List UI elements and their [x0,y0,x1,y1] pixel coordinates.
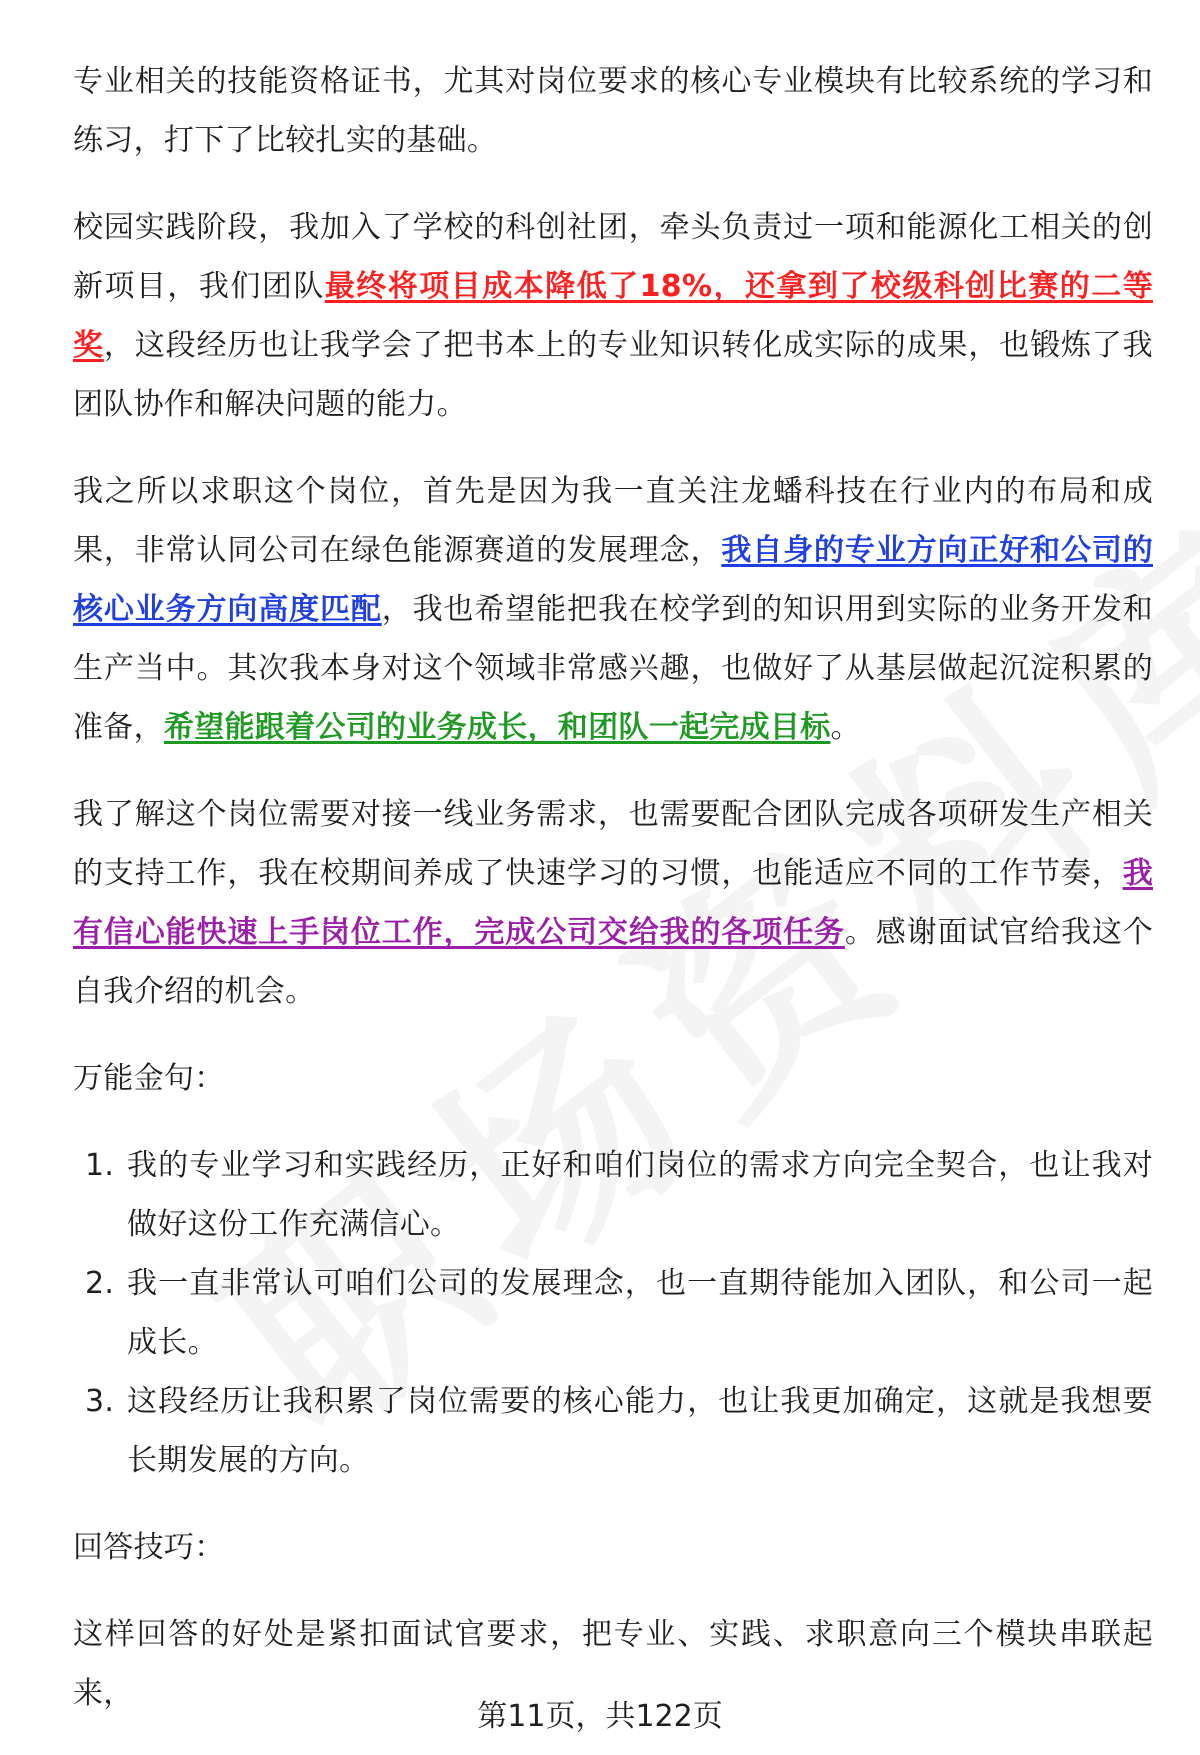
list-item-text: 这段经历让我积累了岗位需要的核心能力，也让我更加确定，这就是我想要长期发展的方向。 [127,1384,1153,1478]
paragraph-2 [73,198,1153,434]
highlight-green: 希望能跟着公司的业务成长，和团队一起完成目标 [163,710,831,745]
paragraph-1 [73,52,1153,170]
golden-list [73,1136,1153,1490]
list-number: 1. [85,1148,115,1183]
highlight-red: 最终将项目成本降低了18%，还拿到了校级科创比赛的二等奖 [73,269,1153,363]
paragraph-3-text-c: 。 [830,710,861,745]
highlight-blue: 我自身的专业方向正好和公司的核心业务方向高度匹配 [73,533,1153,627]
document-body [73,52,1153,1723]
paragraph-2-text-b: ，这段经历也让我学会了把书本上的专业知识转化成实际的成果，也锻炼了我团队协作和解决问题的能力。 [73,328,1153,422]
paragraph-4-text-a: 我了解这个岗位需要对接一线业务需求，也需要配合团队完成各项研发生产相关的支持工作，我在校期间养成了快速学习的习惯，也能适应不同的工作节奏， [73,797,1153,891]
paragraph-4-text-b: 。感谢面试官给我这个自我介绍的机会。 [73,915,1154,1009]
list-number: 2. [85,1266,115,1301]
paragraph-4 [73,785,1153,1021]
list-item [73,1372,1153,1490]
paragraph-2-text-a: 校园实践阶段，我加入了学校的科创社团，牵头负责过一项和能源化工相关的创新项目，我们团队 [73,210,1153,304]
list-item-text: 我的专业学习和实践经历，正好和咱们岗位的需求方向完全契合，也让我对做好这份工作充满信心。 [127,1148,1153,1242]
paragraph-3-text-a: 我之所以求职这个岗位，首先是因为我一直关注龙蟠科技在行业内的布局和成果，非常认同公司在绿色能源赛道的发展理念， [73,474,1153,568]
golden-heading: 万能金句： [73,1061,225,1096]
tips-heading: 回答技巧： [73,1530,225,1565]
highlight-purple: 我有信心能快速上手岗位工作，完成公司交给我的各项任务 [73,856,1153,950]
list-item-text: 我一直非常认可咱们公司的发展理念，也一直期待能加入团队，和公司一起成长。 [127,1266,1153,1360]
list-number: 3. [85,1384,115,1419]
paragraph-3-text-b: ，我也希望能把我在校学到的知识用到实际的业务开发和生产当中。其次我本身对这个领域非常感兴趣，也做好了从基层做起沉淀积累的准备， [73,592,1154,745]
list-item [73,1136,1153,1254]
paragraph-1-text: 专业相关的技能资格证书，尤其对岗位要求的核心专业模块有比较系统的学习和练习，打下了比较扎实的基础。 [73,64,1153,158]
tips-text: 这样回答的好处是紧扣面试官要求，把专业、实践、求职意向三个模块串联起来， [73,1617,1153,1711]
paragraph-3 [73,462,1153,757]
page-number: 第11页，共122页 [477,1699,723,1734]
list-item [73,1254,1153,1372]
